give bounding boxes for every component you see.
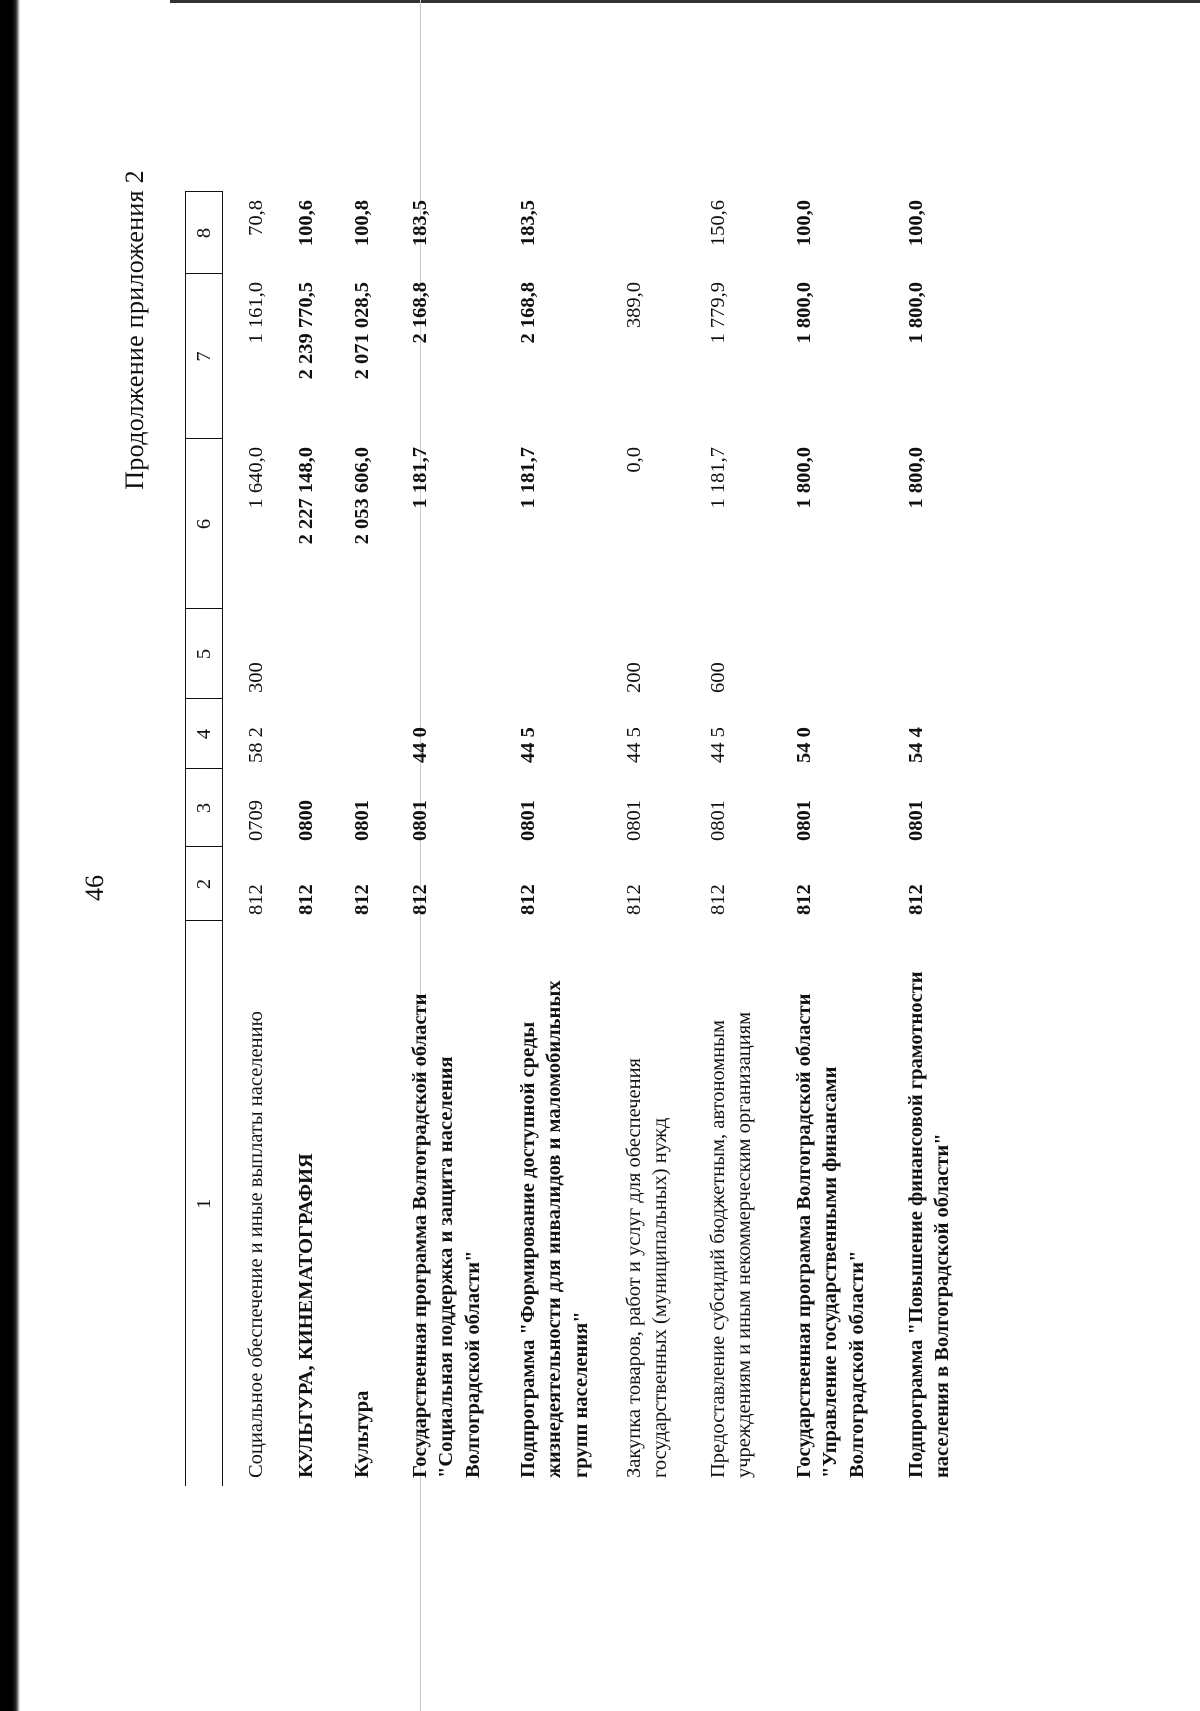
table-row	[495, 192, 601, 1486]
row-col-4: 54 4	[904, 727, 927, 763]
row-col-5: 300	[245, 662, 267, 693]
row-col-6: 1 181,7	[706, 447, 729, 509]
row-col-3: 0801	[350, 800, 373, 841]
header-col-1: 1	[186, 921, 223, 1486]
row-col-3: 0801	[904, 800, 927, 841]
row-col-6: 1 181,7	[516, 447, 539, 509]
row-col-7: 1 800,0	[904, 282, 927, 344]
table-row	[223, 192, 273, 1486]
row-col-7: 2 168,8	[516, 282, 539, 344]
row-name: Культура	[350, 1390, 373, 1478]
row-col-7: 1 161,0	[245, 282, 267, 344]
header-col-6: 6	[186, 439, 223, 609]
row-col-8	[601, 192, 685, 274]
row-col-4: 54 0	[792, 727, 815, 763]
header-col-7: 7	[186, 274, 223, 439]
table-row	[771, 192, 883, 1486]
row-col-5	[495, 609, 601, 699]
table-row	[329, 192, 387, 1486]
row-col-6: 1 640,0	[245, 447, 267, 509]
row-col-5: 600	[706, 662, 729, 693]
row-col-3: 0801	[706, 800, 729, 841]
row-col-2: 812	[622, 884, 645, 915]
row-col-5	[273, 609, 329, 699]
row-col-8: 150,6	[706, 200, 729, 247]
continuation-label: Продолжение приложения 2	[120, 170, 149, 490]
row-col-2: 812	[350, 884, 373, 915]
row-col-4: 58 2	[245, 727, 267, 763]
row-col-3: 0709	[245, 800, 267, 841]
row-name: КУЛЬТУРА, КИНЕМАТОГРАФИЯ	[294, 1153, 317, 1478]
table-row	[883, 192, 973, 1486]
row-col-7: 389,0	[622, 282, 645, 329]
row-col-6: 0,0	[622, 447, 645, 473]
row-col-8: 100,0	[904, 200, 927, 247]
row-col-2: 812	[904, 884, 927, 915]
row-col-3: 0801	[622, 800, 645, 841]
row-col-6: 1 800,0	[792, 447, 815, 509]
header-col-8: 8	[186, 192, 223, 274]
table-header-row	[186, 192, 223, 1486]
row-col-6: 2 053 606,0	[350, 447, 373, 545]
row-col-7: 2 239 770,5	[294, 282, 317, 380]
page-number: 46	[80, 875, 109, 901]
header-col-4: 4	[186, 699, 223, 769]
row-col-8: 100,8	[350, 200, 373, 247]
row-col-8: 100,0	[792, 200, 815, 247]
row-name: Государственная программа Волгоградской области "Управление государственными финансами Волгоградской области"	[792, 993, 868, 1478]
row-col-7: 2 168,8	[408, 282, 431, 344]
row-col-4	[273, 699, 329, 769]
row-col-5	[771, 609, 883, 699]
row-name: Подпрограмма "Формирование доступной среды жизнедеятельности для инвалидов и маломобильных групп населения"	[516, 980, 592, 1478]
row-col-3: 0801	[408, 800, 431, 841]
row-col-4: 44 5	[622, 727, 645, 763]
table-row	[387, 192, 495, 1486]
row-col-8: 183,5	[408, 200, 431, 247]
row-name: Предоставление субсидий бюджетным, автономным учреждениям и иным некоммерческим организациям	[706, 1011, 756, 1478]
header-col-3: 3	[186, 769, 223, 847]
row-col-4: 44 5	[516, 727, 539, 763]
row-col-2: 812	[792, 884, 815, 915]
row-col-4	[329, 699, 387, 769]
row-col-3: 0801	[516, 800, 539, 841]
row-col-2: 812	[408, 884, 431, 915]
row-col-2: 812	[245, 884, 267, 915]
row-col-2: 812	[516, 884, 539, 915]
row-col-2: 812	[706, 884, 729, 915]
header-col-2: 2	[186, 847, 223, 921]
row-name: Закупка товаров, работ и услуг для обеспечения государственных (муниципальных) нужд	[622, 1058, 672, 1478]
row-col-5	[883, 609, 973, 699]
row-col-6: 2 227 148,0	[294, 447, 317, 545]
table-row	[685, 192, 771, 1486]
row-col-6: 1 800,0	[904, 447, 927, 509]
table-row	[601, 192, 685, 1486]
row-col-3: 0800	[294, 800, 317, 841]
row-col-8: 70,8	[245, 200, 267, 236]
header-col-5: 5	[186, 609, 223, 699]
row-col-2: 812	[294, 884, 317, 915]
row-col-8: 100,6	[294, 200, 317, 247]
row-col-5	[329, 609, 387, 699]
row-col-8: 183,5	[516, 200, 539, 247]
budget-table	[185, 192, 973, 1487]
row-col-7: 2 071 028,5	[350, 282, 373, 380]
row-col-5	[387, 609, 495, 699]
row-col-4: 44 5	[706, 727, 729, 763]
row-name: Государственная программа Волгоградской области "Социальная поддержка и защита населения Волгоградской области"	[408, 993, 484, 1478]
row-col-3: 0801	[792, 800, 815, 841]
row-col-6: 1 181,7	[408, 447, 431, 509]
row-col-4: 44 0	[408, 727, 431, 763]
row-col-7: 1 800,0	[792, 282, 815, 344]
row-name: Социальное обеспечение и иные выплаты населению	[245, 1011, 267, 1478]
row-col-7: 1 779,9	[706, 282, 729, 344]
row-col-5: 200	[622, 662, 645, 693]
row-name: Подпрограмма "Повышение финансовой грамотности населения в Волгоградской области"	[904, 971, 954, 1478]
table-row	[273, 192, 329, 1486]
